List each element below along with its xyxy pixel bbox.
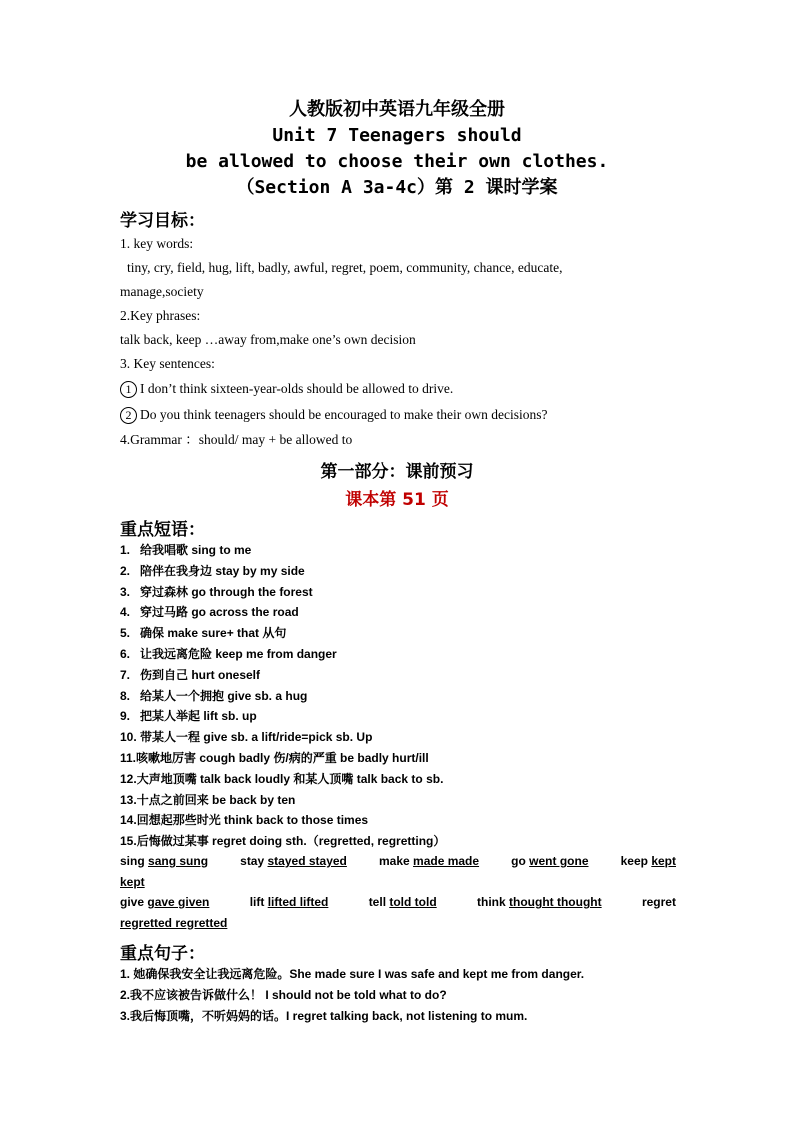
phrase-text: 确保 make sure+ that 从句 bbox=[140, 626, 287, 641]
phrase-num: 5. bbox=[120, 626, 131, 641]
key-sentence-1 bbox=[120, 376, 676, 402]
verb-item bbox=[240, 851, 347, 872]
verb-item bbox=[120, 851, 208, 872]
circled-number-1: 1 bbox=[120, 381, 137, 398]
textbook-page-ref: 课本第 51 页 bbox=[345, 490, 449, 510]
phrase-num: 1. bbox=[120, 543, 131, 557]
verb-item bbox=[511, 851, 588, 872]
verb-item bbox=[642, 892, 676, 913]
phrase-text: 让我远离危险 keep me from danger bbox=[140, 646, 337, 661]
verb-past-forms: kept bbox=[120, 874, 145, 889]
verb-past-forms: told told bbox=[389, 895, 437, 909]
verb-forms-row-1-wrap bbox=[120, 872, 676, 893]
phrase-item bbox=[120, 810, 676, 831]
phrase-item bbox=[120, 706, 676, 727]
phrase-text: 穿过森林 go through the forest bbox=[140, 584, 313, 599]
title-line-4: （Section A 3a-4c）第 2 课时学案 bbox=[236, 177, 558, 198]
verb-base: go bbox=[511, 854, 530, 868]
verb-past-forms: stayed stayed bbox=[267, 854, 347, 868]
sentence-item: 2.我不应该被告诉做什么！ I should not be told what to do? bbox=[120, 988, 447, 1002]
verb-past-forms: thought thought bbox=[509, 895, 602, 909]
verb-past-forms: kept bbox=[651, 854, 676, 868]
key-sentence-2-text: Do you think teenagers should be encouraged to make their own decisions? bbox=[140, 407, 548, 422]
verb-base: tell bbox=[368, 895, 390, 909]
key-phrases-text: talk back, keep …away from,make one’s own decision bbox=[120, 332, 416, 347]
verb-item bbox=[120, 892, 209, 913]
phrase-item bbox=[120, 623, 676, 644]
phrase-num: 9. bbox=[120, 709, 131, 724]
phrase-item bbox=[120, 582, 676, 603]
sentence-item: 3.我后悔顶嘴，不听妈妈的话。I regret talking back, not listening to mum. bbox=[120, 1009, 528, 1023]
sentences-list bbox=[120, 964, 680, 1027]
verb-item bbox=[621, 851, 676, 872]
key-words-label: 1. key words: bbox=[120, 236, 194, 251]
verb-past-forms: went gone bbox=[529, 854, 589, 868]
title-line-2: Unit 7 Teenagers should bbox=[272, 125, 522, 146]
verb-base: make bbox=[379, 854, 414, 868]
key-phrases-label: 2.Key phrases: bbox=[120, 308, 201, 323]
verb-base: sing bbox=[120, 854, 149, 868]
phrase-num: 3. bbox=[120, 584, 131, 599]
phrase-item bbox=[120, 831, 676, 852]
phrase-num: 13. bbox=[120, 792, 137, 807]
phrase-text: 咳嗽地厉害 cough badly 伤/病的严重 be badly hurt/ill bbox=[136, 750, 429, 765]
verb-base: think bbox=[477, 895, 509, 909]
key-sentences-label: 3. Key sentences: bbox=[120, 356, 215, 371]
verb-item bbox=[477, 892, 602, 913]
phrase-num: 8. bbox=[120, 688, 131, 703]
phrase-item bbox=[120, 748, 676, 769]
sentences-heading: 重点句子： bbox=[120, 944, 205, 964]
phrase-item bbox=[120, 665, 676, 686]
phrase-text: 把某人举起 lift sb. up bbox=[140, 709, 257, 724]
phrase-num: 6. bbox=[120, 646, 131, 661]
phrase-item bbox=[120, 644, 676, 665]
phrase-num: 11. bbox=[120, 750, 137, 765]
phrase-item bbox=[120, 561, 676, 582]
objectives-heading: 学习目标： bbox=[120, 211, 205, 231]
phrase-item bbox=[120, 790, 676, 811]
verb-item bbox=[250, 892, 329, 913]
title-line-1: 人教版初中英语九年级全册 bbox=[289, 99, 505, 120]
key-sentence-1-text: I don’t think sixteen-year-olds should be allowed to drive. bbox=[140, 381, 454, 396]
grammar-line: 4.Grammar ：should/ may + be allowed to bbox=[120, 432, 353, 447]
phrases-heading: 重点短语： bbox=[120, 520, 205, 540]
verb-forms-row-1 bbox=[120, 851, 676, 872]
verb-forms bbox=[120, 851, 676, 933]
phrase-text: 陪伴在我身边 stay by my side bbox=[140, 563, 305, 578]
key-words-line-1: tiny, cry, field, hug, lift, badly, awful, regret, poem, community, chance, educate, bbox=[127, 260, 563, 275]
phrase-text: 给我唱歌 sing to me bbox=[140, 543, 252, 557]
verb-item bbox=[369, 892, 437, 913]
document-title bbox=[0, 97, 794, 201]
phrases-list bbox=[120, 540, 676, 852]
phrase-item bbox=[120, 769, 676, 790]
verb-base: give bbox=[120, 895, 148, 909]
phrase-text: 十点之前回来 be back by ten bbox=[136, 792, 296, 807]
phrase-num: 10. bbox=[120, 730, 137, 745]
verb-past-forms: gave given bbox=[147, 895, 210, 909]
verb-forms-row-2 bbox=[120, 892, 676, 913]
part1-heading: 第一部分：课前预习 bbox=[320, 462, 474, 482]
sentence-item: 1. 她确保我安全让我远离危险。She made sure I was safe and kept me from danger. bbox=[120, 967, 585, 981]
verb-past-forms: made made bbox=[413, 854, 480, 868]
phrase-text: 回想起那些时光 think back to those times bbox=[136, 813, 369, 828]
phrase-num: 2. bbox=[120, 563, 131, 578]
key-words-line-2: manage,society bbox=[120, 284, 204, 299]
phrase-text: 带某人一程 give sb. a lift/ride=pick sb. Up bbox=[140, 730, 373, 745]
phrase-text: 穿过马路 go across the road bbox=[140, 605, 299, 620]
key-sentence-2 bbox=[120, 402, 676, 428]
phrase-text: 后悔做过某事 regret doing sth.（regretted, regretting） bbox=[136, 834, 446, 849]
verb-past-forms: regretted regretted bbox=[120, 915, 228, 930]
title-line-3: be allowed to choose their own clothes. bbox=[185, 151, 609, 172]
phrase-text: 伤到自己 hurt oneself bbox=[140, 667, 261, 682]
verb-base: regret bbox=[641, 895, 676, 909]
objectives-body bbox=[120, 232, 676, 452]
verb-base: keep bbox=[620, 854, 652, 868]
phrase-num: 7. bbox=[120, 667, 131, 682]
circled-number-2: 2 bbox=[120, 407, 137, 424]
phrase-num: 12. bbox=[120, 771, 137, 786]
phrase-num: 4. bbox=[120, 605, 131, 620]
verb-past-forms: lifted lifted bbox=[267, 895, 329, 909]
phrase-text: 大声地顶嘴 talk back loudly 和某人顶嘴 talk back to sb. bbox=[136, 771, 444, 786]
verb-past-forms: sang sung bbox=[148, 854, 209, 868]
phrase-item bbox=[120, 540, 676, 561]
verb-base: lift bbox=[249, 895, 268, 909]
verb-forms-row-2-wrap bbox=[120, 913, 676, 934]
phrase-item bbox=[120, 727, 676, 748]
phrase-text: 给某人一个拥抱 give sb. a hug bbox=[140, 688, 308, 703]
verb-base: stay bbox=[240, 854, 268, 868]
phrase-item bbox=[120, 686, 676, 707]
verb-item bbox=[379, 851, 479, 872]
phrase-item bbox=[120, 602, 676, 623]
phrase-num: 15. bbox=[120, 834, 137, 849]
phrase-num: 14. bbox=[120, 813, 137, 828]
